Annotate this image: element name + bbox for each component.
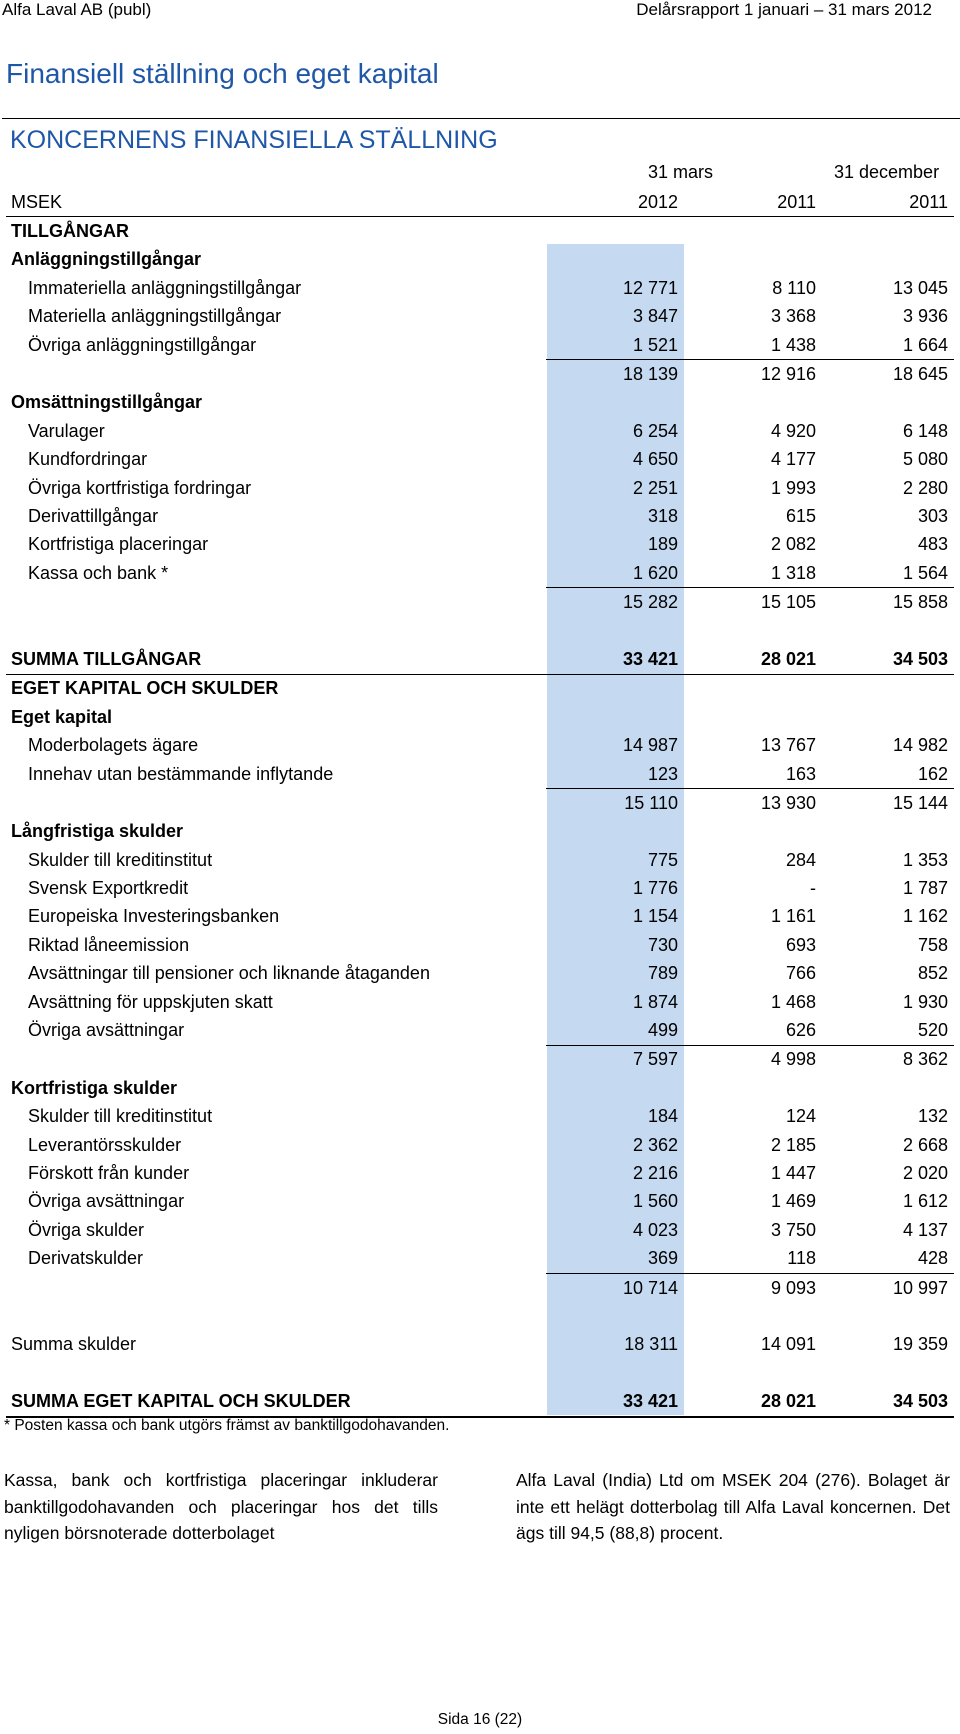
table-row bbox=[6, 1273, 954, 1302]
balance-sheet-table bbox=[6, 188, 954, 1418]
row-value: 13 767 bbox=[760, 735, 816, 756]
row-value: 766 bbox=[785, 963, 816, 984]
table-row bbox=[6, 960, 954, 988]
row-label: Avsättningar till pensioner och liknande åtaganden bbox=[28, 963, 430, 984]
row-value: 2 020 bbox=[902, 1162, 948, 1183]
row-label: SUMMA EGET KAPITAL OCH SKULDER bbox=[6, 1387, 546, 1416]
row-value: 1 161 bbox=[770, 906, 816, 927]
row-label: Svensk Exportkredit bbox=[28, 878, 189, 899]
row-value: 123 bbox=[546, 760, 684, 789]
table-row bbox=[6, 217, 954, 246]
row-label: Kortfristiga placeringar bbox=[28, 534, 209, 555]
row-value: 2 251 bbox=[632, 477, 678, 498]
row-value: 15 144 bbox=[892, 792, 948, 813]
row-value: 499 bbox=[546, 1016, 684, 1045]
row-value: 1 560 bbox=[632, 1191, 678, 1212]
row-value bbox=[684, 617, 822, 645]
row-value bbox=[684, 246, 822, 274]
section-title: KONCERNENS FINANSIELLA STÄLLNING bbox=[10, 126, 498, 154]
table-row bbox=[6, 1131, 954, 1159]
company-name: Alfa Laval AB (publ) bbox=[2, 0, 152, 19]
row-value bbox=[822, 246, 954, 274]
row-value bbox=[684, 674, 822, 703]
year-2012-header: 2012 bbox=[546, 188, 684, 217]
row-value: 18 311 bbox=[624, 1334, 678, 1355]
table-row bbox=[6, 417, 954, 445]
row-value: 5 080 bbox=[902, 449, 948, 470]
row-value: 189 bbox=[647, 534, 678, 555]
row-label: Övriga kortfristiga fordringar bbox=[28, 477, 252, 498]
row-value: 162 bbox=[822, 760, 954, 789]
table-row bbox=[6, 246, 954, 274]
row-value: 775 bbox=[647, 849, 678, 870]
row-label: Skulder till kreditinstitut bbox=[28, 849, 213, 870]
table-row bbox=[6, 531, 954, 559]
row-value bbox=[822, 389, 954, 417]
row-value bbox=[546, 1074, 684, 1102]
row-value: 28 021 bbox=[684, 1387, 822, 1416]
row-label bbox=[6, 1302, 546, 1330]
row-label bbox=[6, 360, 546, 389]
row-value: 758 bbox=[917, 934, 948, 955]
year-2011-march-header: 2011 bbox=[684, 188, 822, 217]
table-row bbox=[6, 446, 954, 474]
row-label: Materiella anläggningstillgångar bbox=[28, 306, 282, 327]
row-value bbox=[684, 1359, 822, 1387]
row-value: 6 254 bbox=[632, 420, 678, 441]
row-value: 1 874 bbox=[632, 991, 678, 1012]
row-value: 1 930 bbox=[902, 991, 948, 1012]
row-label: Riktad låneemission bbox=[28, 934, 190, 955]
row-value: 3 936 bbox=[902, 306, 948, 327]
table-row bbox=[6, 1387, 954, 1416]
row-value: 14 987 bbox=[622, 735, 678, 756]
row-label bbox=[6, 1359, 546, 1387]
row-value: 8 110 bbox=[772, 277, 816, 298]
row-value: 4 998 bbox=[770, 1049, 816, 1070]
row-value: 789 bbox=[647, 963, 678, 984]
row-value: 3 368 bbox=[770, 306, 816, 327]
page-title: Finansiell ställning och eget kapital bbox=[6, 58, 439, 89]
row-value: 12 771 bbox=[622, 277, 678, 298]
row-value: 10 714 bbox=[622, 1277, 678, 1298]
row-value: 4 137 bbox=[902, 1219, 948, 1240]
paragraph-right: Alfa Laval (India) Ltd om MSEK 204 (276). Bolaget är inte ett helägt dotterbolag till Alfa Laval koncernen. Det ägs till 94,5 (88,8) procent. bbox=[516, 1470, 950, 1543]
row-label: Långfristiga skulder bbox=[11, 821, 184, 842]
row-label bbox=[6, 588, 546, 617]
row-value bbox=[822, 703, 954, 731]
table-row bbox=[6, 1359, 954, 1387]
row-value: 12 916 bbox=[760, 364, 816, 385]
row-label: Derivattillgångar bbox=[28, 505, 159, 526]
table-row bbox=[6, 903, 954, 931]
row-label: Varulager bbox=[28, 420, 105, 441]
row-value: 1 438 bbox=[684, 331, 822, 360]
column-header-row bbox=[6, 188, 954, 217]
row-label: Övriga skulder bbox=[28, 1219, 145, 1240]
row-value: 33 421 bbox=[546, 1387, 684, 1416]
row-value: 8 362 bbox=[902, 1049, 948, 1070]
row-value: 15 110 bbox=[624, 792, 678, 813]
row-value: 2 362 bbox=[632, 1134, 678, 1155]
table-row bbox=[6, 1103, 954, 1131]
row-value: 118 bbox=[684, 1244, 822, 1273]
row-value bbox=[546, 1359, 684, 1387]
row-value bbox=[822, 674, 954, 703]
row-value bbox=[684, 217, 822, 246]
row-label: Innehav utan bestämmande inflytande bbox=[28, 763, 334, 784]
row-value: 7 597 bbox=[632, 1049, 678, 1070]
row-value: 4 920 bbox=[770, 420, 816, 441]
row-value: 163 bbox=[684, 760, 822, 789]
row-value bbox=[684, 703, 822, 731]
row-label: Kortfristiga skulder bbox=[11, 1077, 178, 1098]
row-value: 184 bbox=[647, 1106, 678, 1127]
row-label bbox=[6, 1273, 546, 1302]
row-value: 15 282 bbox=[622, 592, 678, 613]
page-header bbox=[0, 0, 960, 22]
table-row bbox=[6, 1188, 954, 1216]
row-value: 1 469 bbox=[770, 1191, 816, 1212]
table-row bbox=[6, 674, 954, 703]
table-row bbox=[6, 360, 954, 389]
row-value: 730 bbox=[647, 934, 678, 955]
row-value: 28 021 bbox=[684, 645, 822, 674]
row-value: 520 bbox=[822, 1016, 954, 1045]
table-row bbox=[6, 588, 954, 617]
row-value: 124 bbox=[785, 1106, 816, 1127]
page-number: Sida 16 (22) bbox=[437, 1711, 523, 1728]
row-value: 13 930 bbox=[760, 792, 816, 813]
row-value bbox=[822, 1074, 954, 1102]
row-value bbox=[546, 389, 684, 417]
row-value: 428 bbox=[822, 1244, 954, 1273]
row-value: 2 280 bbox=[902, 477, 948, 498]
table-row bbox=[6, 502, 954, 530]
table-row bbox=[6, 988, 954, 1016]
row-label: Immateriella anläggningstillgångar bbox=[28, 277, 302, 298]
row-value: 483 bbox=[917, 534, 948, 555]
row-value: 852 bbox=[917, 963, 948, 984]
row-value: 19 359 bbox=[892, 1334, 948, 1355]
row-value: 615 bbox=[785, 505, 816, 526]
row-value: 13 045 bbox=[892, 277, 948, 298]
title-divider bbox=[2, 118, 960, 119]
row-value: 4 177 bbox=[770, 449, 816, 470]
row-value: 34 503 bbox=[822, 1387, 954, 1416]
row-value: - bbox=[810, 878, 816, 899]
row-value: 626 bbox=[684, 1016, 822, 1045]
row-label: Övriga avsättningar bbox=[28, 1020, 185, 1041]
row-value: 1 447 bbox=[770, 1162, 816, 1183]
row-value: 1 787 bbox=[902, 878, 948, 899]
table-row bbox=[6, 303, 954, 331]
row-label bbox=[6, 1045, 546, 1074]
row-value: 1 162 bbox=[902, 906, 948, 927]
row-value bbox=[546, 674, 684, 703]
row-value bbox=[822, 217, 954, 246]
row-label: Leverantörsskulder bbox=[28, 1134, 182, 1155]
row-value: 14 091 bbox=[760, 1334, 816, 1355]
row-label: Övriga anläggningstillgångar bbox=[28, 334, 257, 355]
row-label: Europeiska Investeringsbanken bbox=[28, 906, 280, 927]
column-group-december: 31 december bbox=[834, 162, 940, 182]
row-label: Moderbolagets ägare bbox=[28, 735, 199, 756]
row-value: 1 521 bbox=[546, 331, 684, 360]
row-value: 9 093 bbox=[770, 1277, 816, 1298]
table-row bbox=[6, 760, 954, 789]
row-label: Summa skulder bbox=[11, 1334, 137, 1355]
row-value: 3 847 bbox=[632, 306, 678, 327]
table-row bbox=[6, 818, 954, 846]
row-value: 369 bbox=[546, 1244, 684, 1273]
table-row bbox=[6, 1016, 954, 1045]
row-value bbox=[822, 617, 954, 645]
row-value: 1 564 bbox=[822, 559, 954, 588]
table-row bbox=[6, 703, 954, 731]
year-2011-december-header: 2011 bbox=[822, 188, 954, 217]
row-value: 1 154 bbox=[632, 906, 678, 927]
row-label: EGET KAPITAL OCH SKULDER bbox=[11, 678, 279, 699]
row-value: 284 bbox=[785, 849, 816, 870]
row-value: 18 645 bbox=[892, 364, 948, 385]
row-value: 1 664 bbox=[822, 331, 954, 360]
table-row bbox=[6, 617, 954, 645]
table-row bbox=[6, 1074, 954, 1102]
row-label: SUMMA TILLGÅNGAR bbox=[6, 645, 546, 674]
row-value bbox=[822, 818, 954, 846]
row-label: TILLGÅNGAR bbox=[11, 221, 129, 242]
row-value bbox=[822, 1359, 954, 1387]
row-value bbox=[684, 818, 822, 846]
row-label: Derivatskulder bbox=[28, 1248, 144, 1269]
row-label: Förskott från kunder bbox=[28, 1162, 190, 1183]
row-label: Avsättning för uppskjuten skatt bbox=[28, 991, 273, 1012]
table-row bbox=[6, 645, 954, 674]
report-name: Delårsrapport 1 januari – 31 mars 2012 bbox=[636, 0, 932, 19]
table-row bbox=[6, 1302, 954, 1330]
row-value: 15 105 bbox=[760, 592, 816, 613]
table-row bbox=[6, 846, 954, 874]
table-row bbox=[6, 559, 954, 588]
row-value: 4 023 bbox=[632, 1219, 678, 1240]
table-row bbox=[6, 1045, 954, 1074]
row-value: 2 216 bbox=[632, 1162, 678, 1183]
row-value: 18 139 bbox=[622, 364, 678, 385]
row-label: Skulder till kreditinstitut bbox=[28, 1106, 213, 1127]
table-row bbox=[6, 931, 954, 959]
row-value: 2 185 bbox=[770, 1134, 816, 1155]
row-value: 1 776 bbox=[632, 878, 678, 899]
table-row bbox=[6, 331, 954, 360]
row-value: 33 421 bbox=[546, 645, 684, 674]
table-row bbox=[6, 731, 954, 759]
row-value bbox=[684, 389, 822, 417]
row-value: 2 082 bbox=[770, 534, 816, 555]
row-label: Kundfordringar bbox=[28, 449, 148, 470]
column-group-march: 31 mars bbox=[648, 162, 714, 182]
row-value: 1 993 bbox=[770, 477, 816, 498]
table-row bbox=[6, 1159, 954, 1187]
row-value: 15 858 bbox=[892, 592, 948, 613]
row-value: 3 750 bbox=[770, 1219, 816, 1240]
row-value: 34 503 bbox=[822, 645, 954, 674]
row-label bbox=[6, 617, 546, 645]
row-value bbox=[546, 818, 684, 846]
table-row bbox=[6, 1331, 954, 1359]
row-value: 1 353 bbox=[902, 849, 948, 870]
row-value: 6 148 bbox=[902, 420, 948, 441]
row-value: 2 668 bbox=[902, 1134, 948, 1155]
row-value: 1 612 bbox=[902, 1191, 948, 1212]
table-row bbox=[6, 789, 954, 818]
row-value: 1 318 bbox=[684, 559, 822, 588]
row-value bbox=[546, 217, 684, 246]
footnote: * Posten kassa och bank utgörs främst av banktillgodohavanden. bbox=[4, 1417, 450, 1434]
row-label bbox=[6, 789, 546, 818]
table-row bbox=[6, 389, 954, 417]
row-value: 318 bbox=[647, 505, 678, 526]
row-label: Övriga avsättningar bbox=[28, 1191, 185, 1212]
row-value: 14 982 bbox=[892, 735, 948, 756]
row-value bbox=[546, 1302, 684, 1330]
row-value: 1 620 bbox=[546, 559, 684, 588]
table-row bbox=[6, 474, 954, 502]
table-row bbox=[6, 874, 954, 902]
row-value bbox=[822, 1302, 954, 1330]
table-row bbox=[6, 274, 954, 302]
row-value: 4 650 bbox=[632, 449, 678, 470]
unit-label: MSEK bbox=[6, 188, 546, 217]
row-value bbox=[546, 617, 684, 645]
table-row bbox=[6, 1244, 954, 1273]
row-value: 132 bbox=[917, 1106, 948, 1127]
paragraph-left: Kassa, bank och kortfristiga placeringar inkluderar banktillgodohavanden och placeringar hos det tills nyligen börsnoterade dotterbolaget bbox=[4, 1470, 438, 1543]
row-value: 1 468 bbox=[770, 991, 816, 1012]
row-label: Anläggningstillgångar bbox=[11, 249, 202, 270]
row-label: Eget kapital bbox=[11, 706, 113, 727]
row-value: 693 bbox=[785, 934, 816, 955]
row-value bbox=[546, 703, 684, 731]
table-row bbox=[6, 1216, 954, 1244]
row-label: Omsättningstillgångar bbox=[11, 392, 203, 413]
row-value bbox=[684, 1302, 822, 1330]
row-value bbox=[684, 1074, 822, 1102]
row-value bbox=[546, 246, 684, 274]
row-value: 303 bbox=[917, 505, 948, 526]
row-label: Kassa och bank * bbox=[28, 563, 169, 584]
row-value: 10 997 bbox=[892, 1277, 948, 1298]
